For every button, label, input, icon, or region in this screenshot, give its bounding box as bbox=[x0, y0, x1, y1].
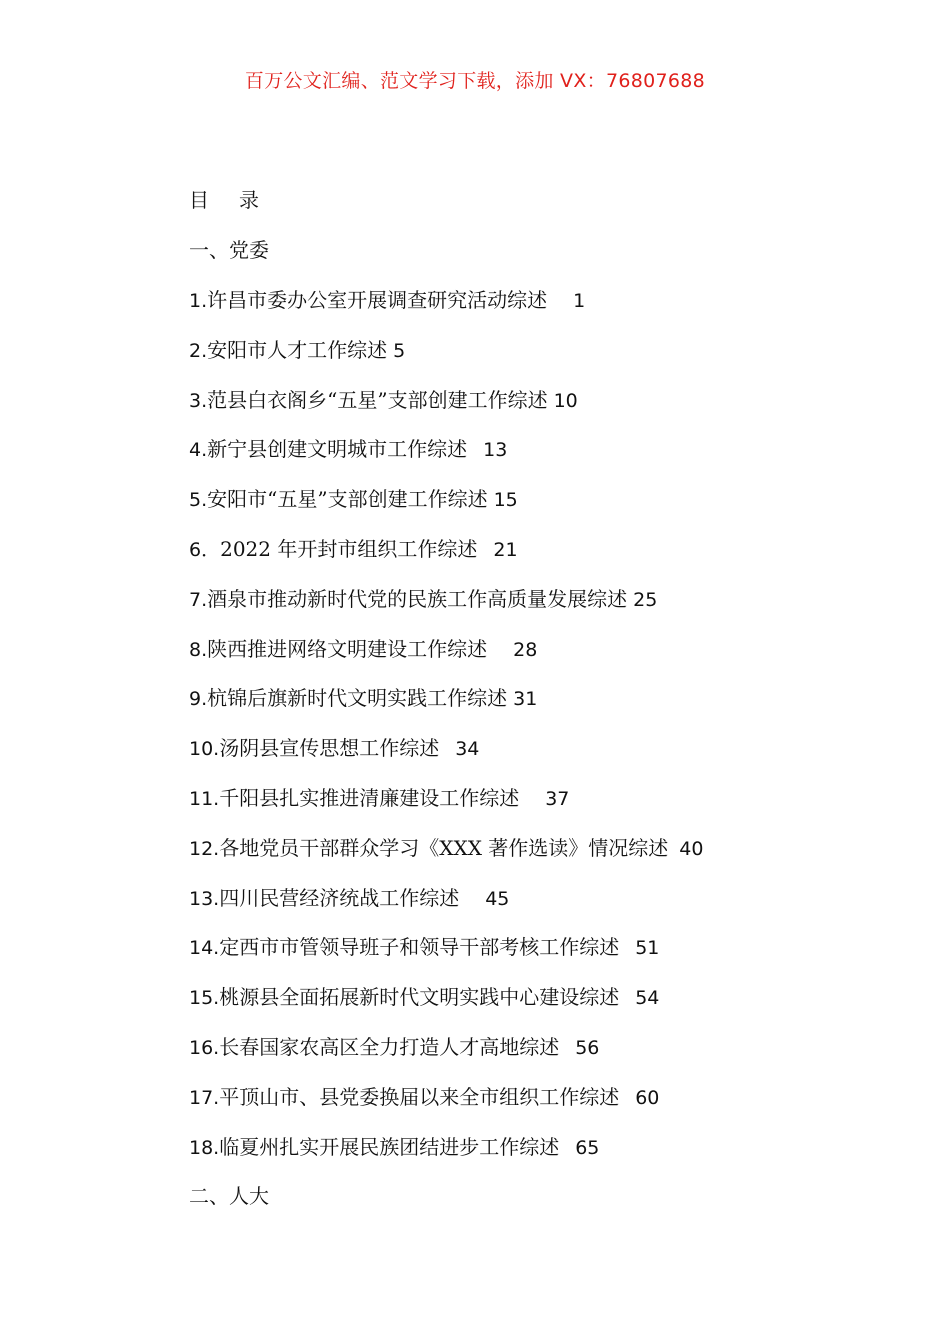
toc-entry[interactable] bbox=[189, 880, 889, 930]
toc-entry[interactable] bbox=[189, 979, 889, 1029]
toc-entry[interactable] bbox=[189, 1029, 889, 1079]
toc-sections bbox=[189, 232, 889, 1228]
toc-entry[interactable] bbox=[189, 631, 889, 681]
toc-entry-number: 3. bbox=[189, 389, 208, 412]
toc-entry[interactable] bbox=[189, 481, 889, 531]
toc-entry-page: 40 bbox=[679, 837, 704, 860]
toc-title-right: 录 bbox=[239, 188, 259, 212]
section-heading: 一、党委 bbox=[189, 238, 269, 262]
toc-entry-number: 17. bbox=[189, 1086, 220, 1109]
toc-entry-page: 60 bbox=[635, 1086, 660, 1109]
toc-entry-title: 四川民营经济统战工作综述 bbox=[219, 885, 460, 910]
toc-entry-number: 5. bbox=[189, 489, 208, 512]
toc-entry-number: 2. bbox=[189, 339, 208, 362]
watermark-banner: 百万公文汇编、范文学习下载，添加 VX：76807688 bbox=[244, 70, 706, 92]
toc-entry[interactable] bbox=[189, 780, 889, 830]
toc-title bbox=[189, 182, 889, 232]
toc-entry-page: 56 bbox=[575, 1036, 600, 1059]
toc-entry[interactable] bbox=[189, 382, 889, 432]
toc-entry-title: 平顶山市、县党委换届以来全市组织工作综述 bbox=[219, 1084, 620, 1109]
toc-entry-number: 4. bbox=[189, 439, 208, 462]
table-of-contents bbox=[189, 182, 889, 1228]
toc-entry-number: 7. bbox=[189, 588, 208, 611]
section-heading: 二、人大 bbox=[189, 1184, 269, 1209]
toc-entry-page: 15 bbox=[493, 489, 518, 512]
toc-entry-title: 汤阴县宣传思想工作综述 bbox=[219, 736, 440, 761]
toc-entry-title: 范县白衣阁乡“五星”支部创建工作综述 bbox=[207, 387, 548, 412]
toc-entry-page: 54 bbox=[635, 987, 660, 1010]
toc-entry-number: 9. bbox=[189, 688, 208, 711]
toc-entry-page: 31 bbox=[513, 688, 538, 711]
toc-entry[interactable] bbox=[189, 431, 889, 481]
toc-entry-page: 1 bbox=[573, 290, 586, 312]
toc-entry-number: 15. bbox=[189, 987, 220, 1010]
toc-entry-title: 许昌市委办公室开展调查研究活动综述 bbox=[207, 288, 548, 312]
toc-entry-page: 45 bbox=[485, 887, 510, 910]
toc-entry-title: 各地党员干部群众学习《XXX 著作选读》情况综述 bbox=[219, 835, 669, 860]
toc-entry[interactable] bbox=[189, 531, 889, 581]
toc-entry[interactable] bbox=[189, 1129, 889, 1179]
toc-entry[interactable] bbox=[189, 730, 889, 780]
toc-entry-number: 18. bbox=[189, 1136, 220, 1159]
toc-entry-title: 酒泉市推动新时代党的民族工作高质量发展综述 bbox=[207, 586, 628, 611]
toc-entry-title: 长春国家农高区全力打造人才高地综述 bbox=[219, 1034, 560, 1059]
toc-entry-title: 新宁县创建文明城市工作综述 bbox=[207, 437, 468, 462]
toc-entry-number: 10. bbox=[189, 738, 220, 761]
toc-entry-page: 51 bbox=[635, 937, 660, 960]
toc-entry-number: 12. bbox=[189, 837, 220, 860]
toc-entry[interactable] bbox=[189, 581, 889, 631]
toc-entry-number: 8. bbox=[189, 638, 208, 661]
toc-entry-title: 陕西推进网络文明建设工作综述 bbox=[207, 636, 488, 661]
toc-entry[interactable] bbox=[189, 830, 889, 880]
toc-entry[interactable] bbox=[189, 929, 889, 979]
toc-entry-title: 临夏州扎实开展民族团结进步工作综述 bbox=[219, 1134, 560, 1159]
toc-entry-number: 16. bbox=[189, 1036, 220, 1059]
toc-title-left: 目 bbox=[189, 188, 209, 212]
toc-entry-page: 34 bbox=[455, 738, 480, 761]
toc-entry-number: 13. bbox=[189, 887, 220, 910]
toc-entry-page: 37 bbox=[545, 787, 570, 810]
toc-entry-number: 11. bbox=[189, 787, 220, 810]
toc-entry-title: 千阳县扎实推进清廉建设工作综述 bbox=[219, 785, 520, 810]
toc-entry[interactable] bbox=[189, 332, 889, 382]
toc-entry-page: 65 bbox=[575, 1136, 600, 1159]
toc-entry-title: 定西市市管领导班子和领导干部考核工作综述 bbox=[219, 935, 620, 960]
toc-entry[interactable] bbox=[189, 282, 889, 332]
toc-entry[interactable] bbox=[189, 680, 889, 730]
toc-entry-number: 6． bbox=[189, 538, 221, 561]
toc-entry-page: 5 bbox=[393, 339, 406, 362]
toc-entry-title: 安阳市“五星”支部创建工作综述 bbox=[207, 487, 488, 512]
toc-entry-title: 桃源县全面拓展新时代文明实践中心建设综述 bbox=[219, 985, 620, 1010]
toc-entry-page: 25 bbox=[633, 588, 658, 611]
toc-entry-number: 14. bbox=[189, 937, 220, 960]
toc-entry-page: 21 bbox=[493, 538, 518, 561]
toc-entry-title: 2022 年开封市组织工作综述 bbox=[220, 536, 478, 561]
toc-entry-title: 安阳市人才工作综述 bbox=[207, 337, 388, 362]
toc-entry-page: 28 bbox=[513, 638, 538, 661]
toc-entry-title: 杭锦后旗新时代文明实践工作综述 bbox=[207, 686, 508, 711]
toc-entry-number: 1. bbox=[189, 290, 208, 312]
toc-entry[interactable] bbox=[189, 1079, 889, 1129]
toc-entry-page: 10 bbox=[553, 389, 578, 412]
toc-entry-page: 13 bbox=[483, 439, 508, 462]
